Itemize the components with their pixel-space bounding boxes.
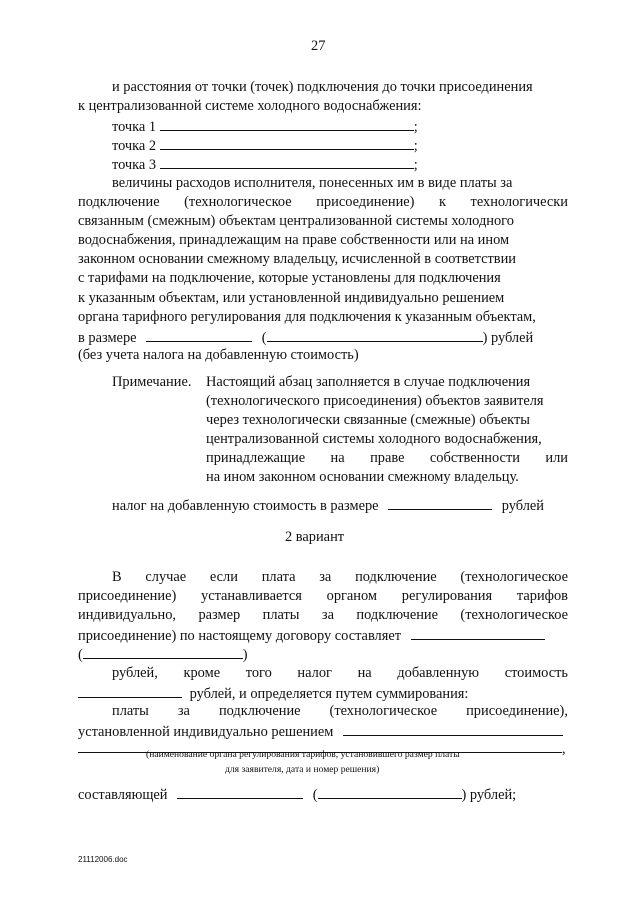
costs-line-5: законном основании смежному владельцу, исчисленной в соответствии	[78, 251, 517, 267]
costs-line-1: величины расходов исполнителя, понесенных им в виде платы за	[112, 175, 513, 191]
costs-line-7: к указанным объектам, или установленной индивидуально решением	[78, 290, 505, 306]
variant-title: 2 вариант	[285, 529, 345, 545]
blank-line	[160, 137, 414, 150]
note-line-4: централизованной системы холодного водоснабжения,	[206, 431, 542, 447]
caption-line-1: (наименование органа регулирования тарифов, установившего размер платы	[146, 749, 460, 760]
blank-line	[146, 329, 252, 342]
note-line-6: на ином законном основании смежному владельцу.	[206, 469, 519, 485]
note-line-2: (технологического присоединения) объектов заявителя	[206, 393, 544, 409]
intro-line-1: и расстояния от точки (точек) подключения до точки присоединения	[112, 79, 533, 95]
variant2-line-5: ( )	[78, 647, 248, 663]
vat-line: налог на добавленную стоимость в размере рублей	[112, 498, 545, 514]
blank-line	[160, 156, 414, 169]
blank-line	[177, 786, 303, 799]
intro-line-2: к централизованной системе холодного водоснабжения:	[78, 98, 422, 114]
variant2-line-7: рублей, и определяется путем суммирования:	[78, 685, 468, 701]
variant2-line-6: рублей, кроме того налог на добавленную стоимость	[112, 665, 568, 681]
costs-vat-note: (без учета налога на добавленную стоимость)	[78, 347, 359, 363]
variant2-line-3: индивидуально, размер платы за подключение (технологическое	[78, 607, 568, 623]
note-line-5: принадлежащие на праве собственности или	[206, 450, 568, 466]
variant2-line-1: В случае если плата за подключение (технологическое	[112, 569, 568, 585]
costs-size-line: в размере ( ) рублей	[78, 330, 534, 346]
costs-line-4: водоснабжения, принадлежащим на праве собственности или на ином	[78, 232, 510, 248]
point-1: точка 1 ;	[112, 119, 418, 135]
variant2-line-2: присоединение) устанавливается органом регулирования тарифов	[78, 588, 568, 604]
blank-line	[388, 497, 492, 510]
costs-line-2: подключение (технологическое присоединение) к технологически	[78, 194, 568, 210]
variant2-line-8: платы за подключение (технологическое присоединение),	[112, 703, 568, 719]
point-2: точка 2 ;	[112, 138, 418, 154]
costs-line-8: органа тарифного регулирования для подключения к указанным объектам,	[78, 309, 536, 325]
blank-line	[83, 646, 243, 659]
blank-line	[411, 627, 545, 640]
page-number: 27	[311, 38, 326, 54]
blank-line	[78, 685, 182, 698]
point-3: точка 3 ;	[112, 157, 418, 173]
blank-line	[343, 723, 563, 736]
note-line-1: Настоящий абзац заполняется в случае подключения	[206, 374, 531, 390]
note-label: Примечание.	[112, 374, 192, 390]
variant2-line-9: установленной индивидуально решением	[78, 723, 563, 739]
costs-line-6: с тарифами на подключение, которые установлены для подключения	[78, 270, 501, 286]
blank-line	[318, 786, 462, 799]
footer-filename: 21112006.doc	[78, 855, 128, 864]
variant2-line-4: присоединение) по настоящему договору составляет	[78, 627, 545, 643]
caption-line-2: для заявителя, дата и номер решения)	[225, 764, 380, 775]
blank-line	[267, 329, 483, 342]
costs-line-3: связанным (смежным) объектам централизованной системы холодного	[78, 213, 514, 229]
note-line-3: через технологически связанные (смежные) объекты	[206, 412, 530, 428]
variant2-component-line: составляющей ( ) рублей;	[78, 787, 517, 803]
blank-line	[160, 118, 414, 131]
variant2-line-10: ,	[78, 740, 566, 756]
